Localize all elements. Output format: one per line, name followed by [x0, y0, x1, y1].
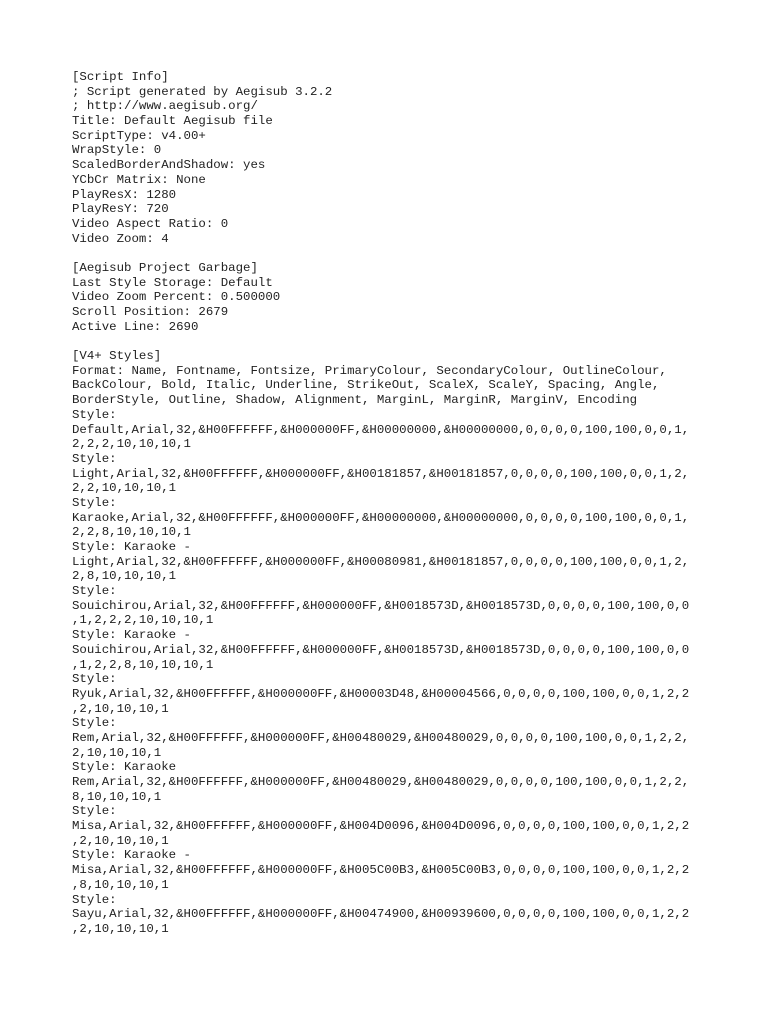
- text-line: Misa,Arial,32,&H00FFFFFF,&H000000FF,&H005C00B3,&H005C00B3,0,0,0,0,100,100,0,0,1,2,2: [72, 863, 690, 878]
- text-line: Light,Arial,32,&H00FFFFFF,&H000000FF,&H00181857,&H00181857,0,0,0,0,100,100,0,0,1,2,: [72, 466, 690, 481]
- text-line: Video Zoom: 4: [72, 231, 169, 246]
- text-line: Style: Karaoke -: [72, 848, 191, 863]
- text-line: Style: Karaoke: [72, 760, 177, 775]
- text-line: ,1,2,2,2,10,10,10,1: [72, 613, 214, 628]
- text-line: Light,Arial,32,&H00FFFFFF,&H000000FF,&H00080981,&H00181857,0,0,0,0,100,100,0,0,1,2,: [72, 554, 690, 569]
- text-line: Rem,Arial,32,&H00FFFFFF,&H000000FF,&H00480029,&H00480029,0,0,0,0,100,100,0,0,1,2,2,: [72, 730, 690, 745]
- text-line: PlayResY: 720: [72, 202, 169, 217]
- text-line: Style:: [72, 892, 117, 907]
- text-line: Style: Karaoke -: [72, 540, 191, 554]
- text-line: Video Zoom Percent: 0.500000: [72, 290, 281, 305]
- text-line: Style:: [72, 672, 117, 687]
- text-line: Style:: [72, 495, 117, 510]
- text-line: 2,2,10,10,10,1: [72, 481, 177, 496]
- text-line: Default,Arial,32,&H00FFFFFF,&H000000FF,&H00000000,&H00000000,0,0,0,0,100,100,0,0,1,: [72, 422, 690, 437]
- text-line: ,8,10,10,10,1: [72, 877, 169, 892]
- text-line: Style:: [72, 804, 117, 819]
- text-line: Style:: [72, 716, 117, 731]
- text-line: ,2,10,10,10,1: [72, 701, 169, 716]
- text-line: Misa,Arial,32,&H00FFFFFF,&H000000FF,&H004D0096,&H004D0096,0,0,0,0,100,100,0,0,1,2,2: [72, 819, 690, 834]
- text-line: Last Style Storage: Default: [72, 275, 273, 290]
- text-line: WrapStyle: 0: [72, 143, 162, 158]
- text-line: 2,8,10,10,10,1: [72, 569, 177, 584]
- text-line: Format: Name, Fontname, Fontsize, PrimaryColour, SecondaryColour, OutlineColour,: [72, 363, 667, 378]
- text-line: ScaledBorderAndShadow: yes: [72, 158, 266, 173]
- text-line: ; http://www.aegisub.org/: [72, 99, 258, 114]
- text-line: ,1,2,2,8,10,10,10,1: [72, 657, 214, 672]
- text-line: Style:: [72, 451, 117, 466]
- text-line: PlayResX: 1280: [72, 187, 177, 202]
- blank-line: [72, 246, 712, 261]
- text-line: Style: Karaoke -: [72, 628, 191, 643]
- text-line: 2,2,8,10,10,10,1: [72, 525, 191, 540]
- text-line: Title: Default Aegisub file: [72, 114, 273, 129]
- text-line: Active Line: 2690: [72, 319, 199, 334]
- text-line: BorderStyle, Outline, Shadow, Alignment, MarginL, MarginR, MarginV, Encoding: [72, 393, 638, 408]
- text-line: YCbCr Matrix: None: [72, 172, 206, 187]
- text-line: Sayu,Arial,32,&H00FFFFFF,&H000000FF,&H00474900,&H00939600,0,0,0,0,100,100,0,0,1,2,2: [72, 907, 690, 922]
- text-line: Rem,Arial,32,&H00FFFFFF,&H000000FF,&H00480029,&H00480029,0,0,0,0,100,100,0,0,1,2,2,: [72, 775, 690, 789]
- text-line: [Script Info]: [72, 70, 169, 84]
- text-line: Style:: [72, 584, 117, 599]
- text-line: Souichirou,Arial,32,&H00FFFFFF,&H000000FF,&H0018573D,&H0018573D,0,0,0,0,100,100,0,0: [72, 598, 690, 613]
- text-line: Style:: [72, 407, 117, 422]
- text-line: ScriptType: v4.00+: [72, 128, 206, 143]
- document-text: [72, 70, 712, 937]
- text-line: Souichirou,Arial,32,&H00FFFFFF,&H000000FF,&H0018573D,&H0018573D,0,0,0,0,100,100,0,0: [72, 642, 690, 657]
- text-line: Video Aspect Ratio: 0: [72, 216, 229, 231]
- text-line: [V4+ Styles]: [72, 349, 162, 364]
- text-line: Scroll Position: 2679: [72, 305, 229, 319]
- blank-line: [72, 334, 712, 349]
- text-line: ,2,10,10,10,1: [72, 921, 169, 936]
- text-line: 2,2,2,10,10,10,1: [72, 437, 191, 452]
- text-line: ,2,10,10,10,1: [72, 833, 169, 848]
- text-line: Ryuk,Arial,32,&H00FFFFFF,&H000000FF,&H00003D48,&H00004566,0,0,0,0,100,100,0,0,1,2,2: [72, 686, 690, 701]
- text-line: 8,10,10,10,1: [72, 789, 162, 804]
- text-line: Karaoke,Arial,32,&H00FFFFFF,&H000000FF,&H00000000,&H00000000,0,0,0,0,100,100,0,0,1,: [72, 510, 690, 525]
- text-line: [Aegisub Project Garbage]: [72, 260, 258, 275]
- text-line: ; Script generated by Aegisub 3.2.2: [72, 84, 333, 99]
- text-line: 2,10,10,10,1: [72, 745, 162, 760]
- text-line: BackColour, Bold, Italic, Underline, StrikeOut, ScaleX, ScaleY, Spacing, Angle,: [72, 378, 660, 393]
